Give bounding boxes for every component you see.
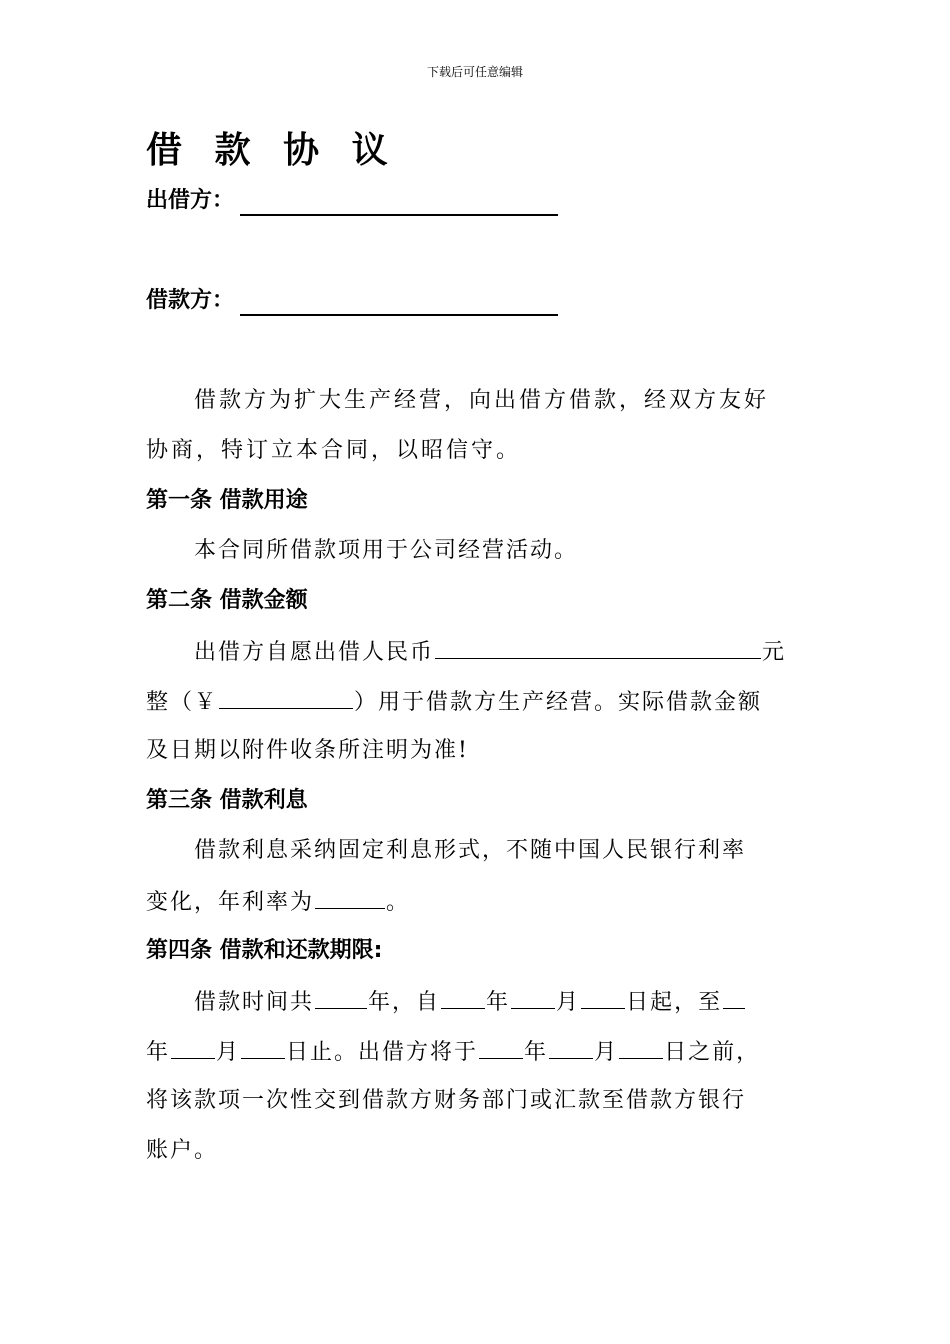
article-4-heading: 第四条 借款和还款期限: — [146, 938, 383, 963]
rate-blank[interactable] — [315, 886, 385, 909]
document-title: 借 款 协 议 — [146, 130, 398, 171]
article-4-line-2: 年 月 日止。出借方将于 年 月 日之前， — [146, 1036, 806, 1068]
start-month-blank[interactable] — [511, 986, 555, 1009]
article-2-line-2: 整（￥ ）用于借款方生产经营。实际借款金额 — [146, 686, 806, 718]
delivery-year-blank[interactable] — [479, 1036, 523, 1059]
article-4-line-3: 将该款项一次性交到借款方财务部门或汇款至借款方银行 — [146, 1088, 747, 1113]
lender-blank[interactable] — [240, 192, 558, 216]
borrower-line — [146, 286, 558, 316]
article-2-line-3: 及日期以附件收条所注明为准! — [146, 738, 469, 763]
end-day-blank[interactable] — [241, 1036, 285, 1059]
page-header-note: 下载后可任意编辑 — [426, 65, 523, 79]
article-1-heading: 第一条 借款用途 — [146, 488, 308, 513]
borrower-blank[interactable] — [240, 292, 558, 316]
article-3-heading: 第三条 借款利息 — [146, 788, 308, 813]
article-2-heading: 第二条 借款金额 — [146, 588, 308, 613]
delivery-day-blank[interactable] — [619, 1036, 663, 1059]
article-4-line-1: 借款时间共 年，自 年 月 日起，至 — [194, 986, 854, 1018]
term-years-blank[interactable] — [315, 986, 367, 1009]
lender-line — [146, 186, 558, 216]
article-3-line-1: 借款利息采纳固定利息形式，不随中国人民银行利率 — [194, 838, 747, 863]
end-year-blank[interactable] — [723, 986, 745, 1009]
article-4-line-4: 账户。 — [146, 1138, 219, 1163]
article-2-line-1: 出借方自愿出借人民币 元 — [194, 636, 854, 668]
start-day-blank[interactable] — [581, 986, 625, 1009]
lender-label: 出借方： — [146, 188, 235, 213]
end-month-blank[interactable] — [171, 1036, 215, 1059]
intro-line-2: 协商，特订立本合同，以昭信守。 — [146, 438, 522, 463]
delivery-month-blank[interactable] — [549, 1036, 593, 1059]
article-1-text: 本合同所借款项用于公司经营活动。 — [194, 538, 579, 563]
start-year-blank[interactable] — [441, 986, 485, 1009]
borrower-label: 借款方： — [146, 288, 235, 313]
article-3-line-2: 变化，年利率为 。 — [146, 886, 806, 918]
intro-line-1: 借款方为扩大生产经营，向出借方借款，经双方友好 — [194, 388, 770, 413]
amount-figure-blank[interactable] — [219, 686, 353, 709]
amount-blank[interactable] — [435, 636, 761, 659]
